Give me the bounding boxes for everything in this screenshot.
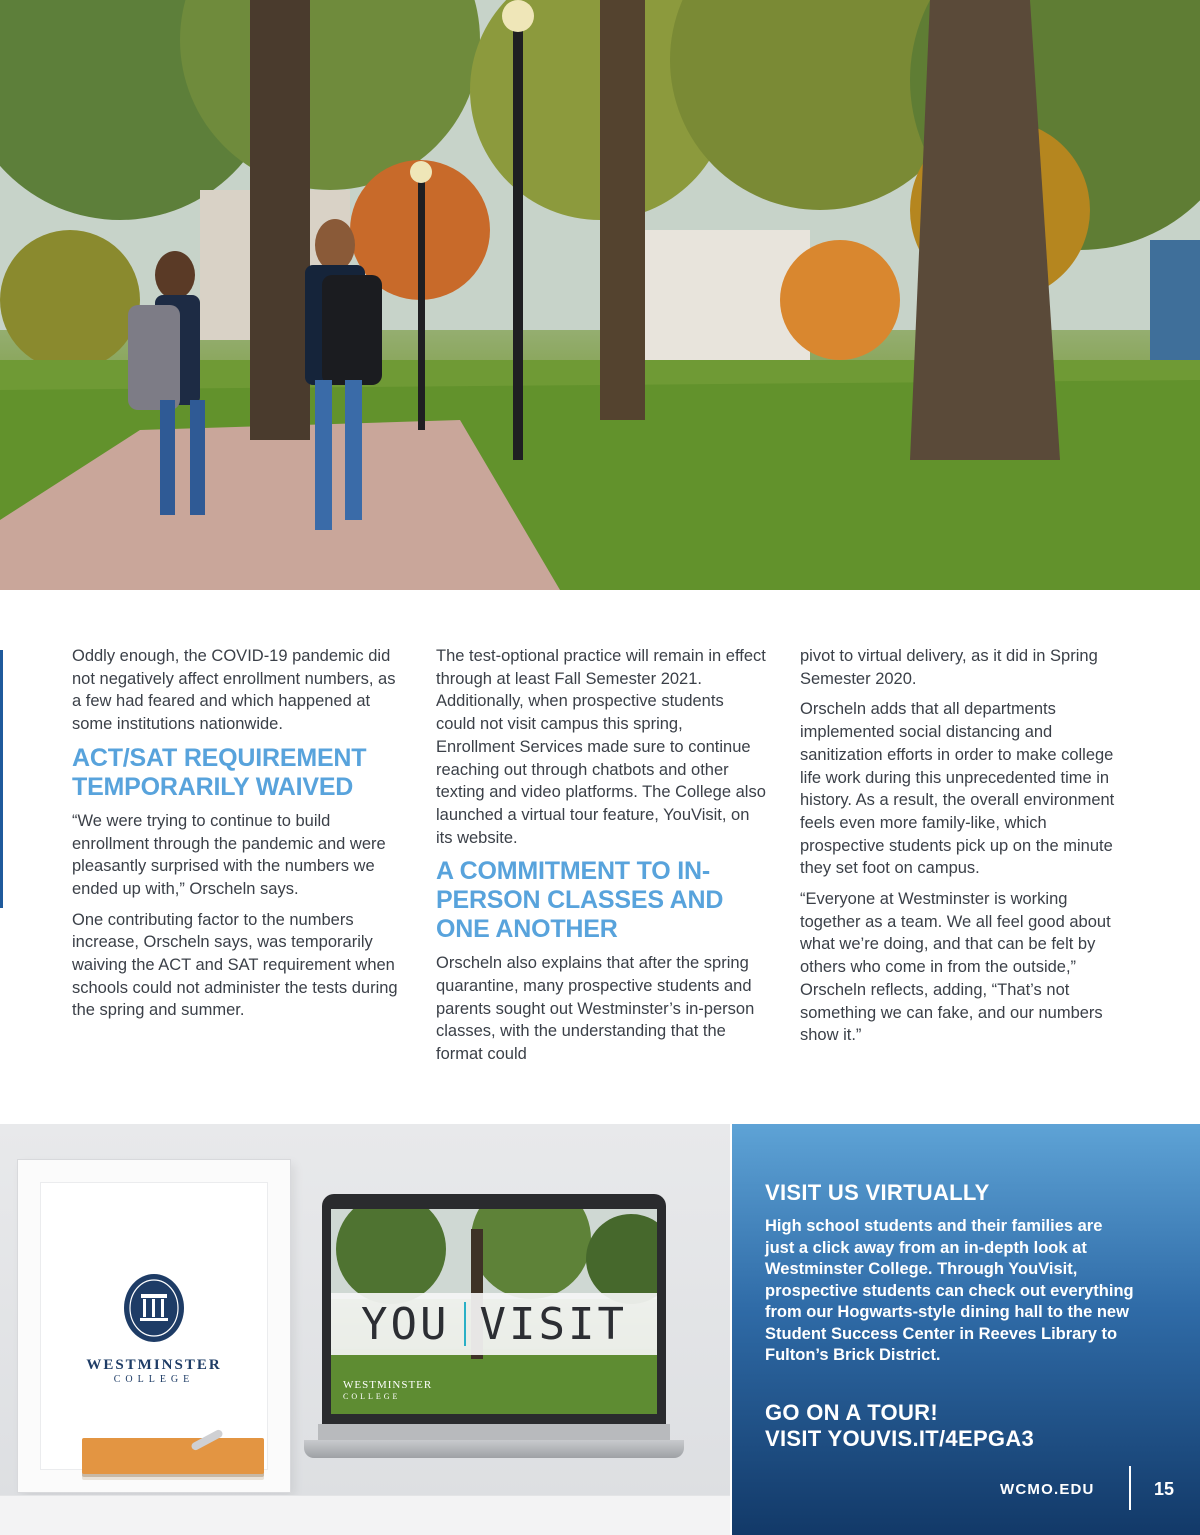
campus-scene-illustration	[0, 0, 1200, 590]
laptop-base	[304, 1440, 684, 1458]
cta-body: High school students and their families are just a click away from an in-depth look at Westminster College. Through YouVisit, prospective students can check out everything from our Hogwarts-style dining hall to the new Student Success Center in Reeves Library to Fulton’s Brick District.	[765, 1217, 1134, 1364]
youvisit-brand-left: YOU	[361, 1298, 450, 1350]
laptop	[322, 1194, 666, 1440]
body-paragraph: “We were trying to continue to build enrollment through the pandemic and were pleasantly surprised with the numbers we ended up with,” Orscheln says.	[72, 811, 386, 898]
body-paragraph: Oddly enough, the COVID-19 pandemic did not negatively affect enrollment numbers, as a few had feared and which happened at some institutions nationwide.	[72, 647, 396, 734]
footer-website[interactable]: WCMO.EDU	[1000, 1481, 1095, 1498]
desk-laptop-photo	[0, 1124, 730, 1535]
body-paragraph: One contributing factor to the numbers increase, Orscheln says, was temporarily waiving the ACT and SAT requirement when schools could not administer the tests during the spring and summer.	[72, 910, 398, 1020]
screen-westminster-logo	[343, 1379, 432, 1403]
article-column-2	[436, 645, 766, 1074]
screen-logo-name: WESTMINSTER	[343, 1379, 433, 1391]
hero-photo	[0, 0, 1200, 590]
left-edge-accent	[0, 650, 3, 908]
picture-frame-mat	[40, 1182, 268, 1470]
laptop-keyboard	[318, 1424, 670, 1440]
screen-logo-sub: COLLEGE	[343, 1392, 401, 1401]
body-paragraph: pivot to virtual delivery, as it did in Spring Semester 2020.	[800, 647, 1098, 688]
body-paragraph: Orscheln adds that all departments implemented social distancing and sanitization efforts in order to make college life work during this unprecedented time in history. As a result, the overall environment feels even more family-like, which prospective students pick up on the minute they set foot on campus.	[800, 700, 1115, 878]
youvisit-brand-band	[331, 1293, 657, 1355]
orange-notebook	[82, 1438, 264, 1474]
body-paragraph: “Everyone at Westminster is working together as a team. We all feel good about what we’re doing, and that can be felt by others who come in from the outside,” Orscheln reflects, adding, “That’s not something we can fake, and our numbers show it.”	[800, 890, 1111, 1045]
page-number: 15	[1154, 1479, 1175, 1499]
body-paragraph: Orscheln also explains that after the spring quarantine, many prospective students and parents sought out Westminster’s in-person classes, with the understanding that the format could	[436, 954, 755, 1064]
visit-virtually-panel	[732, 1124, 1200, 1535]
frame-logo-name: WESTMINSTER	[86, 1357, 222, 1373]
section-heading-in-person: A COMMITMENT TO IN-PERSON CLASSES AND ONE ANOTHER	[436, 857, 724, 944]
cta-tour-link[interactable]: VISIT YOUVIS.IT/4EPGA3	[765, 1426, 1035, 1451]
cta-title: VISIT US VIRTUALLY	[765, 1180, 990, 1205]
desk-surface	[0, 1496, 730, 1535]
section-heading-act-sat: ACT/SAT REQUIREMENT TEMPORARILY WAIVED	[72, 743, 367, 801]
body-paragraph: The test-optional practice will remain in effect through at least Fall Semester 2021. Additionally, when prospective students could not visit campus this spring, Enrollment Services made sure to continue reaching out through chatbots and other texting and video platforms. The College also launched a virtual tour feature, YouVisit, on its website.	[436, 647, 766, 847]
laptop-screen	[331, 1209, 657, 1414]
cta-tour-line: GO ON A TOUR!	[765, 1400, 938, 1425]
westminster-logo	[59, 1272, 249, 1385]
youvisit-brand-right: VISIT	[479, 1298, 627, 1350]
article-column-3	[800, 645, 1130, 1055]
college-seal-icon	[121, 1272, 187, 1344]
footer-divider	[1129, 1466, 1131, 1510]
frame-logo-sub: COLLEGE	[113, 1374, 195, 1385]
youvisit-divider	[464, 1302, 466, 1346]
article-column-1	[72, 645, 402, 1030]
